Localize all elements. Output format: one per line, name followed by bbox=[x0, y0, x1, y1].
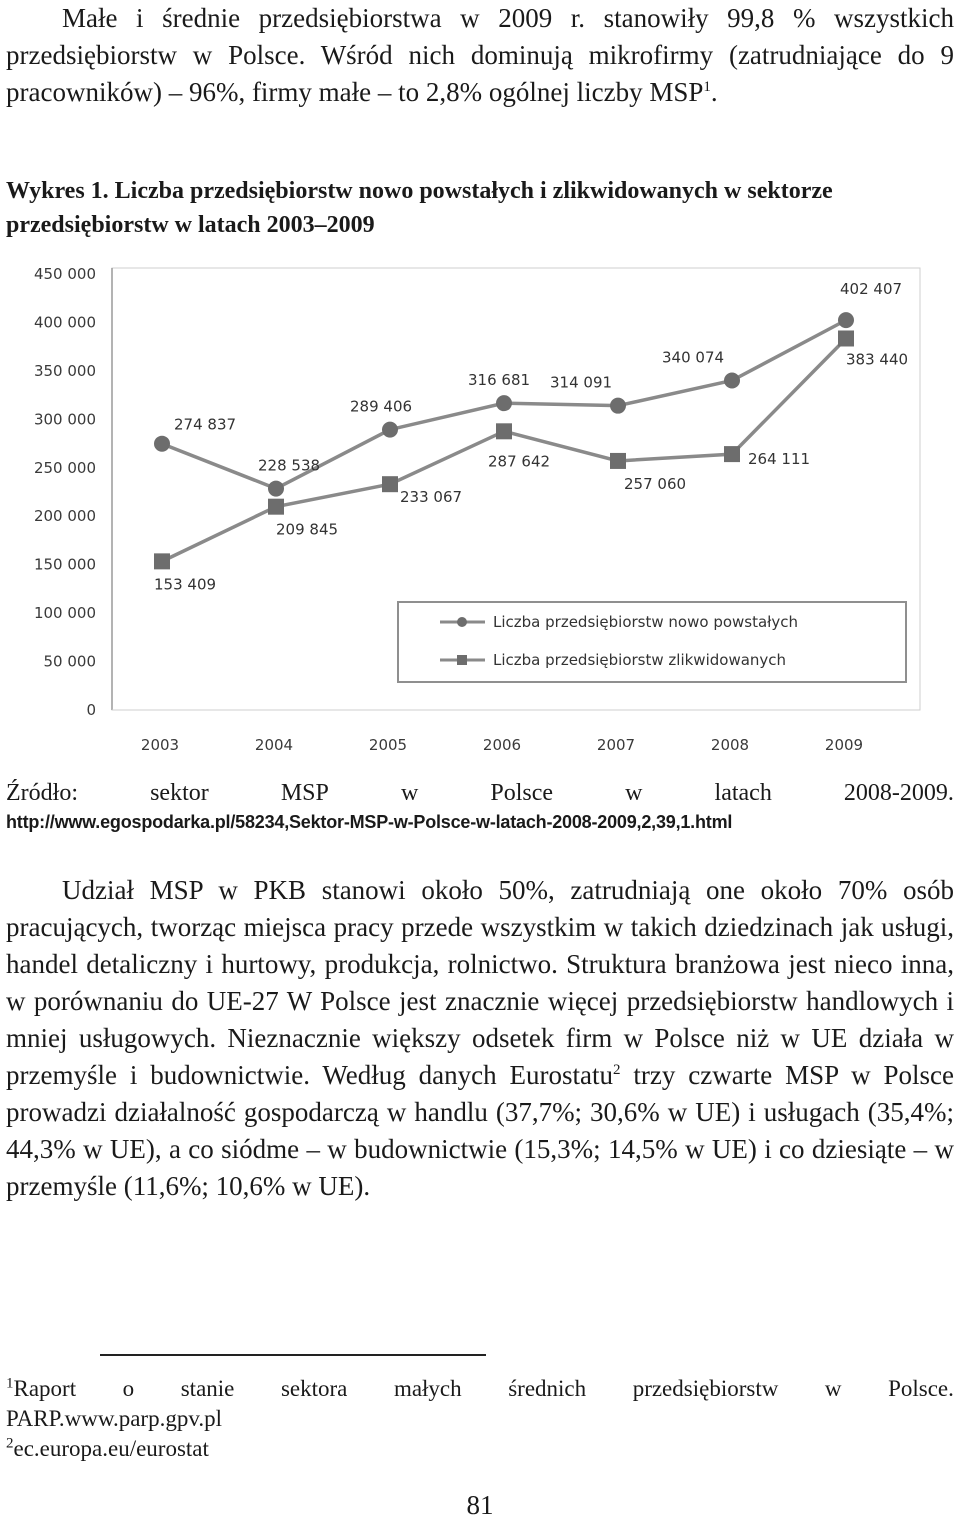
source-word-0: Źródło: bbox=[6, 780, 78, 806]
legend-marker-square bbox=[457, 655, 467, 665]
point-closed-2004 bbox=[268, 499, 284, 515]
data-label-1-2009: 383 440 bbox=[846, 350, 909, 369]
chart-caption: Wykres 1. Liczba przedsiębiorstw nowo powstałych i zlikwidowanych w sektorze przedsiębiorstw w latach 2003–2009 bbox=[6, 178, 833, 238]
body-text-end: trzy czwarte MSP w Polsce prowadzi działalność gospodarczą w handlu (37,7%; 30,6% w UE) i usługach (35,4%; 44,3% w UE), a co siódme – w budownictwie (15,3%; 14,5% w UE) i co dziesiąte – w przemyśle (11,6%; 10,6% w UE). bbox=[6, 1060, 954, 1201]
point-new-2006 bbox=[496, 395, 512, 411]
source-word-4: Polsce bbox=[490, 780, 554, 806]
point-closed-2003 bbox=[154, 553, 170, 569]
footnote-1 bbox=[6, 1374, 954, 1404]
x-tick-label-2003: 2003 bbox=[140, 736, 180, 754]
y-tick-label-7: 350 000 bbox=[33, 361, 96, 380]
data-label-1-2006: 287 642 bbox=[488, 452, 551, 471]
data-label-0-2007: 314 091 bbox=[550, 373, 613, 392]
data-label-1-2007: 257 060 bbox=[624, 474, 687, 493]
point-closed-2008 bbox=[724, 446, 740, 462]
footnote-1-word-8: Polsce. bbox=[888, 1376, 954, 1401]
y-tick-label-0: 0 bbox=[86, 701, 96, 719]
data-label-0-2009: 402 407 bbox=[840, 280, 903, 299]
intro-paragraph bbox=[6, 0, 954, 111]
point-new-2009 bbox=[838, 312, 854, 328]
y-tick-label-3: 150 000 bbox=[33, 555, 96, 574]
footnote-divider bbox=[100, 1354, 486, 1356]
footnotes bbox=[6, 1374, 954, 1464]
x-tick-label-2005: 2005 bbox=[368, 736, 408, 754]
intro-text: Małe i średnie przedsiębiorstwa w 2009 r. stanowiły 99,8 % wszystkich przedsiębiorstw w Polsce. Wśród nich dominują mikrofirmy (zatrudniające do 9 pracowników) – 96%, firmy małe – to 2,8% ogólnej liczby MSP bbox=[6, 3, 954, 107]
point-new-2005 bbox=[382, 422, 398, 438]
data-label-1-2004: 209 845 bbox=[276, 520, 339, 539]
source-line bbox=[6, 778, 954, 808]
point-closed-2005 bbox=[382, 476, 398, 492]
source-word-3: w bbox=[400, 780, 419, 806]
point-closed-2009 bbox=[838, 330, 854, 346]
footnote-2-link[interactable]: ec.europa.eu/eurostat bbox=[13, 1436, 209, 1461]
footnote-2 bbox=[6, 1434, 954, 1464]
footnote-1-word-0 bbox=[6, 1374, 76, 1404]
footnote-1-word-1: o bbox=[122, 1376, 135, 1401]
point-new-2004 bbox=[268, 481, 284, 497]
footnote-1-word-7: w bbox=[824, 1376, 842, 1401]
footnote-1-marker: 1 bbox=[6, 1375, 14, 1392]
data-label-1-2008: 264 111 bbox=[748, 450, 811, 469]
data-label-0-2008: 340 074 bbox=[662, 348, 725, 367]
footnote-1-word-2: stanie bbox=[180, 1376, 235, 1401]
intro-text-end: . bbox=[710, 77, 718, 107]
line-chart bbox=[0, 252, 960, 772]
point-closed-2007 bbox=[610, 453, 626, 469]
source-word-2: MSP bbox=[280, 780, 329, 806]
data-label-0-2003: 274 837 bbox=[174, 415, 237, 434]
body-text: Udział MSP w PKB stanowi około 50%, zatrudniają one około 70% osób pracujących, tworząc miejsca pracy przede wszystkim w takich dziedzinach jak usługi, handel detaliczny i hurtowy, produkcja, rolnictwo. Struktura branżowa jest nieco inna, w porównaniu do UE-27 W Polsce jest znacznie więcej przedsiębiorstw handlowych i mniej usługowych. Nieznacznie większy odsetek firm w Polsce niż w UE działa w przemyśle i budownictwie. Według danych Eurostatu bbox=[6, 875, 954, 1090]
footnote-1-word-text-0: Raport bbox=[13, 1376, 77, 1401]
x-tick-label-2007: 2007 bbox=[596, 736, 636, 754]
source-word-6: latach bbox=[714, 780, 772, 806]
footnote-1-word-6: przedsiębiorstw bbox=[632, 1376, 779, 1401]
y-tick-label-5: 250 000 bbox=[33, 458, 96, 477]
footnote-1-word-4: małych bbox=[393, 1376, 462, 1401]
source-word-7: 2008-2009. bbox=[843, 780, 954, 806]
point-closed-2006 bbox=[496, 423, 512, 439]
point-new-2007 bbox=[610, 398, 626, 414]
source-url[interactable]: http://www.egospodarka.pl/58234,Sektor-MSP-w-Polsce-w-latach-2008-2009,2,39,1.html bbox=[6, 812, 733, 832]
data-label-0-2006: 316 681 bbox=[468, 371, 531, 390]
y-tick-label-6: 300 000 bbox=[33, 410, 96, 429]
y-tick-label-2: 100 000 bbox=[33, 604, 96, 623]
legend-label-0: Liczba przedsiębiorstw nowo powstałych bbox=[493, 613, 799, 631]
footnote-1-link[interactable]: PARP.www.parp.gpv.pl bbox=[6, 1406, 222, 1431]
point-new-2003 bbox=[154, 436, 170, 452]
footnote-ref-1[interactable]: 1 bbox=[703, 79, 711, 95]
footnote-ref-2[interactable]: 2 bbox=[613, 1062, 621, 1078]
x-tick-label-2009: 2009 bbox=[824, 736, 864, 754]
source-word-1: sektor bbox=[150, 780, 209, 806]
data-label-0-2005: 289 406 bbox=[350, 397, 413, 416]
x-tick-label-2004: 2004 bbox=[254, 736, 294, 754]
chart-source bbox=[6, 778, 954, 836]
source-word-5: w bbox=[625, 780, 643, 806]
legend-label-1: Liczba przedsiębiorstw zlikwidowanych bbox=[493, 651, 787, 669]
data-label-1-2005: 233 067 bbox=[400, 488, 463, 507]
y-tick-label-8: 400 000 bbox=[33, 313, 96, 332]
body-paragraph bbox=[6, 872, 954, 1205]
x-tick-label-2008: 2008 bbox=[710, 736, 750, 754]
y-tick-label-9: 450 000 bbox=[33, 265, 96, 283]
x-tick-label-2006: 2006 bbox=[482, 736, 522, 754]
footnote-2-marker: 2 bbox=[6, 1435, 14, 1452]
legend-marker-circle bbox=[457, 617, 467, 627]
data-label-0-2004: 228 538 bbox=[258, 456, 321, 475]
point-new-2008 bbox=[724, 373, 740, 389]
y-tick-label-1: 50 000 bbox=[43, 652, 96, 671]
page-number: 81 bbox=[466, 1490, 494, 1520]
data-label-1-2003: 153 409 bbox=[154, 575, 217, 594]
footnote-1-word-3: sektora bbox=[280, 1376, 348, 1401]
footnote-1-word-5: średnich bbox=[508, 1376, 587, 1401]
y-tick-label-4: 200 000 bbox=[33, 507, 96, 526]
